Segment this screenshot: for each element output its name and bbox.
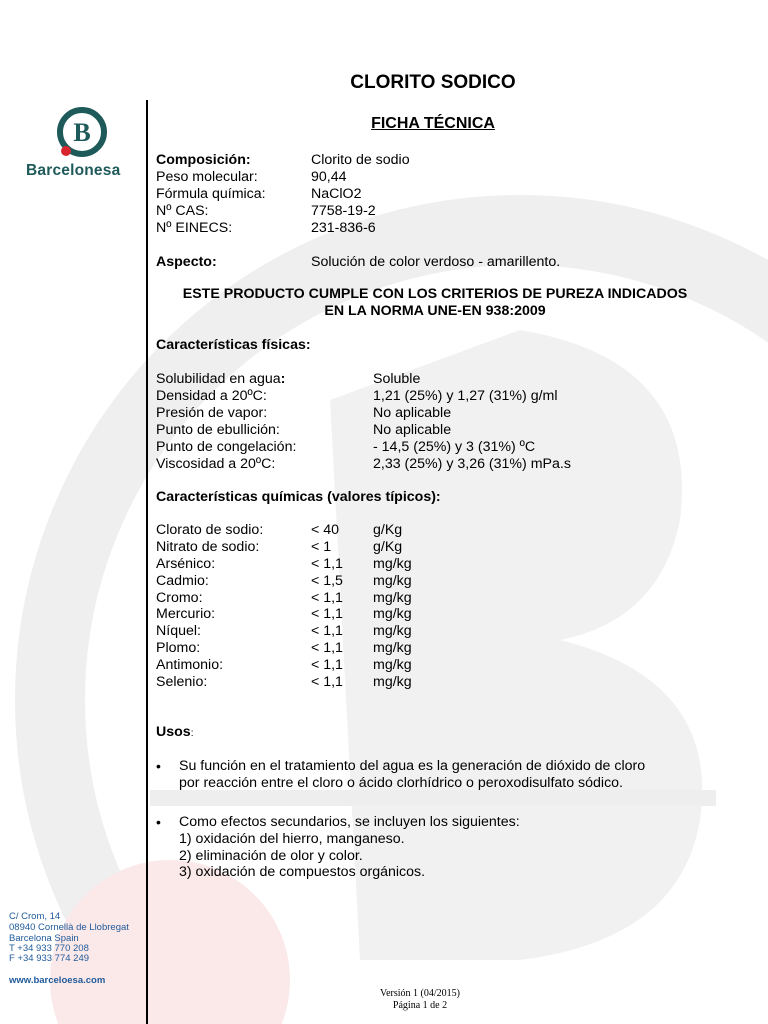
chemical-value: < 1,1 [311,590,343,606]
chemical-heading: Características químicas (valores típicos): [156,489,441,505]
bullet-icon: • [156,758,161,774]
logo-wordmark: Barcelonesa [26,162,121,179]
chemical-value: < 1 [311,539,332,555]
chemical-unit: mg/kg [373,606,412,622]
identity-value-cas: 7758-19-2 [311,203,376,219]
chemical-unit: mg/kg [373,657,412,673]
document-subtitle: FICHA TÉCNICA [371,115,495,132]
physical-value-vapor-pressure: No aplicable [373,405,452,421]
identity-label-molecular-weight: Peso molecular: [156,169,258,185]
address-phone: T +34 933 770 208 [9,943,89,954]
physical-label-solubility: Solubilidad en agua: [156,371,286,387]
chemical-label: Cromo: [156,590,203,606]
chemical-value: < 1,1 [311,657,343,673]
footer-page: Página 1 de 2 [392,1000,448,1011]
chemical-value: < 1,1 [311,640,343,656]
chemical-unit: mg/kg [373,640,412,656]
identity-value-formula: NaClO2 [311,186,362,202]
chemical-unit: g/Kg [373,539,403,555]
uses-bullet1-line1: Su función en el tratamiento del agua es la generación de dióxido de cloro [179,758,646,774]
footer-version: Versión 1 (04/2015) [380,988,460,999]
chemical-label: Selenio: [156,674,208,690]
chemical-label: Nitrato de sodio: [156,539,260,555]
purity-banner-line2: EN LA NORMA UNE-EN 938:2009 [324,303,546,319]
physical-value-solubility: Soluble [373,371,421,387]
chemical-label: Clorato de sodio: [156,522,264,538]
identity-value-molecular-weight: 90,44 [311,169,347,185]
physical-label-solubility-colon: : [280,371,286,387]
bullet-icon: • [156,814,161,830]
uses-heading: Usos: [156,724,194,740]
chemical-label: Mercurio: [156,606,216,622]
address-country: Barcelona Spain [9,933,79,944]
address-fax: F +34 933 774 249 [9,953,90,964]
aspect-value: Solución de color verdoso - amarillento. [311,254,561,270]
uses-bullet2-line1: Como efectos secundarios, se incluyen los siguientes: [179,814,520,830]
chemical-unit: mg/kg [373,573,412,589]
uses-bullet2-item: 3) oxidación de compuestos orgánicos. [179,864,426,880]
chemical-value: < 1,1 [311,623,343,639]
physical-label-vapor-pressure: Presión de vapor: [156,405,268,421]
physical-value-boiling-point: No aplicable [373,422,452,438]
uses-bullet2-item: 2) eliminación de olor y color. [179,848,363,864]
identity-label-cas: Nº CAS: [156,203,209,219]
uses-bullet2-item: 1) oxidación del hierro, manganeso. [179,831,405,847]
uses-heading-colon: : [190,728,194,739]
chemical-label: Arsénico: [156,556,216,572]
chemical-label: Cadmio: [156,573,209,589]
physical-label-freezing-point: Punto de congelación: [156,439,297,455]
chemical-label: Níquel: [156,623,201,639]
address-street: C/ Crom, 14 [9,911,61,922]
chemical-value: < 1,1 [311,606,343,622]
chemical-value: < 1,1 [311,674,343,690]
identity-value-composition: Clorito de sodio [311,152,410,168]
physical-value-viscosity: 2,33 (25%) y 3,26 (31%) mPa.s [373,456,571,472]
chemical-unit: mg/kg [373,556,412,572]
chemical-label: Plomo: [156,640,201,656]
physical-value-density: 1,21 (25%) y 1,27 (31%) g/ml [373,388,558,404]
chemical-value: < 1,5 [311,573,343,589]
uses-bullet1-line2: por reacción entre el cloro o ácido clorhídrico o peroxodisulfato sódico. [179,775,623,791]
chemical-unit: mg/kg [373,674,412,690]
barcelonesa-logo [26,104,136,164]
purity-banner-line1: ESTE PRODUCTO CUMPLE CON LOS CRITERIOS DE PUREZA INDICADOS [182,286,688,302]
identity-value-einecs: 231-836-6 [311,220,376,236]
left-margin-rule [146,100,148,1024]
identity-label-formula: Fórmula química: [156,186,266,202]
chemical-label: Antimonio: [156,657,224,673]
aspect-label: Aspecto: [156,254,217,270]
physical-label-density: Densidad a 20ºC: [156,388,267,404]
identity-label-composition: Composición: [156,152,251,168]
chemical-unit: g/Kg [373,522,403,538]
physical-label-boiling-point: Punto de ebullición: [156,422,280,438]
chemical-unit: mg/kg [373,590,412,606]
chemical-value: < 40 [311,522,340,538]
website-link[interactable]: www.barceloesa.com [9,975,106,986]
physical-heading: Características físicas: [156,337,311,353]
chemical-value: < 1,1 [311,556,343,572]
chemical-unit: mg/kg [373,623,412,639]
physical-value-freezing-point: - 14,5 (25%) y 3 (31%) ºC [373,439,536,455]
document-title: CLORITO SODICO [350,72,516,93]
identity-label-einecs: Nº EINECS: [156,220,233,236]
purity-banner [150,286,720,320]
physical-label-viscosity: Viscosidad a 20ºC: [156,456,276,472]
logo-letter: B [73,118,91,147]
address-city: 08940 Cornellà de Llobregat [9,922,129,933]
